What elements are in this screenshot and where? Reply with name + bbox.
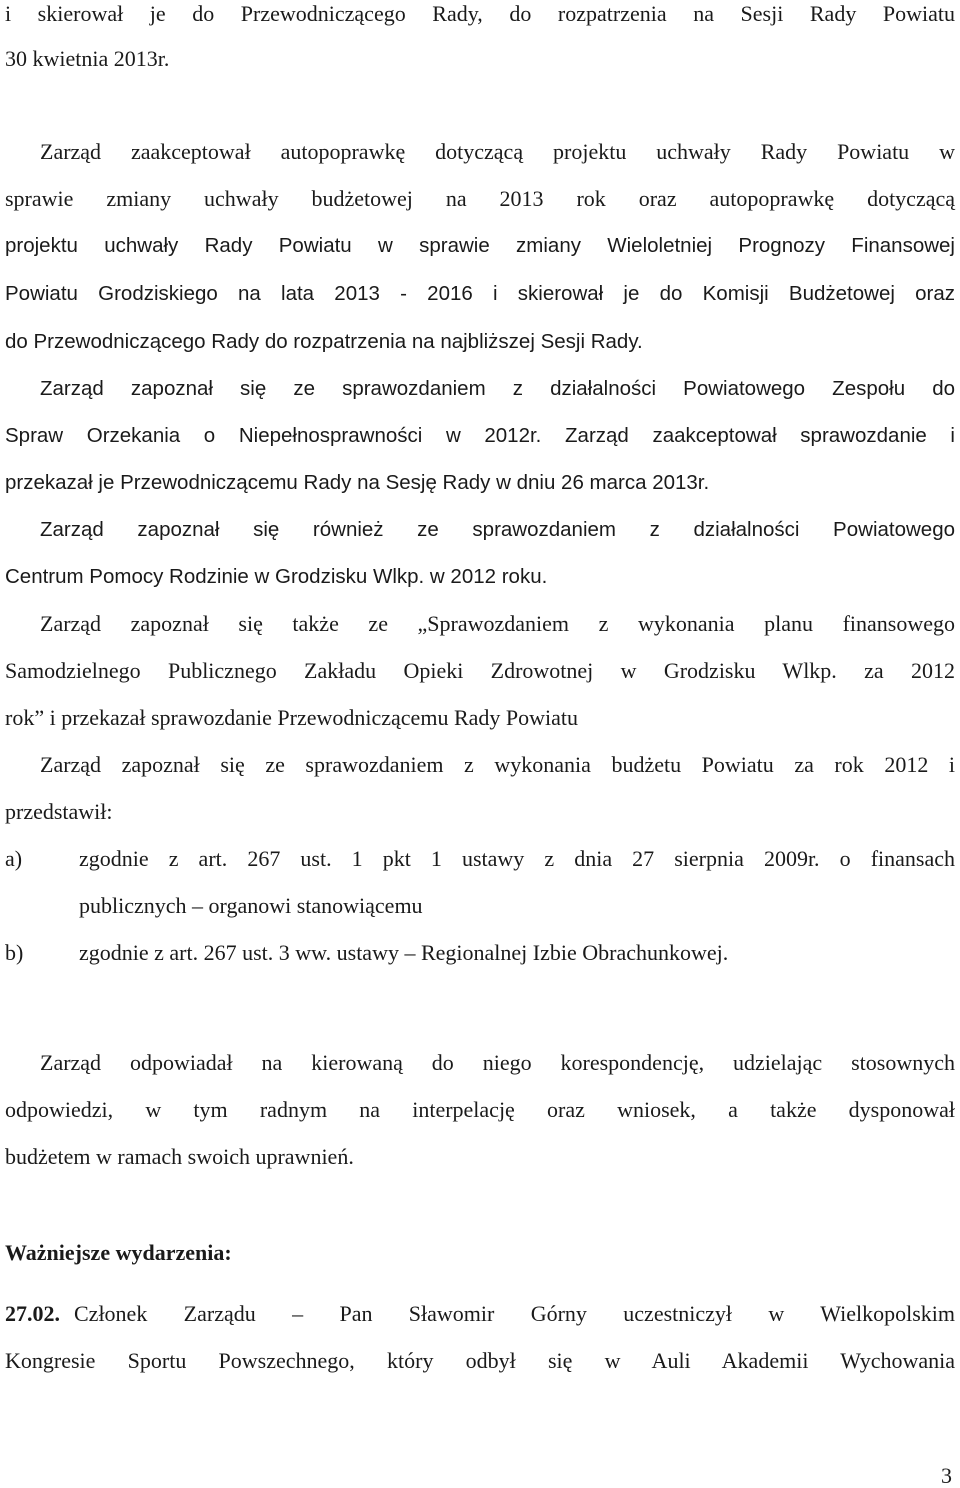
text-line: Zarząd zapoznał się ze sprawozdaniem z wykonania budżetu Powiatu za rok 2012 i	[40, 752, 955, 777]
text-line: odpowiedzi, w tym radnym na interpelację oraz wniosek, a także dysponował	[5, 1097, 955, 1122]
text-line: Zarząd zapoznał się również ze sprawozdaniem z działalności Powiatowego	[40, 518, 955, 541]
text-line: Powiatu Grodziskiego na lata 2013 - 2016 i skierował je do Komisji Budżetowej oraz	[5, 282, 955, 305]
text-line: Zarząd zapoznał się ze sprawozdaniem z działalności Powiatowego Zespołu do	[40, 377, 955, 400]
list-marker: a)	[5, 846, 23, 871]
event-line	[5, 1300, 955, 1328]
event-entry	[5, 1300, 955, 1328]
text-line: sprawie zmiany uchwały budżetowej na 2013 rok oraz autopoprawkę dotyczącą	[5, 186, 955, 211]
text-line: Samodzielnego Publicznego Zakładu Opieki Zdrowotnej w Grodzisku Wlkp. za 2012	[5, 658, 955, 683]
text-line: do Przewodniczącego Rady do rozpatrzenia na najbliższej Sesji Rady.	[5, 330, 643, 353]
text-line: 30 kwietnia 2013r.	[5, 46, 170, 71]
text-line: Zarząd zaakceptował autopoprawkę dotyczącą projektu uchwały Rady Powiatu w	[40, 139, 955, 164]
event-date: 27.02.	[5, 1301, 60, 1326]
text-line: budżetem w ramach swoich uprawnień.	[5, 1144, 354, 1169]
list-marker: b)	[5, 940, 24, 965]
text-line: Spraw Orzekania o Niepełnosprawności w 2012r. Zarząd zaakceptował sprawozdanie i	[5, 424, 955, 447]
list-item-text: zgodnie z art. 267 ust. 1 pkt 1 ustawy z dnia 27 sierpnia 2009r. o finansach	[79, 846, 955, 871]
section-heading: Ważniejsze wydarzenia:	[5, 1240, 232, 1265]
text-line: Zarząd zapoznał się także ze „Sprawozdaniem z wykonania planu finansowego	[40, 611, 955, 636]
list-item-text: publicznych – organowi stanowiącemu	[79, 893, 423, 918]
text-line: przedstawił:	[5, 799, 113, 824]
text-line: i skierował je do Przewodniczącego Rady, do rozpatrzenia na Sesji Rady Powiatu	[5, 1, 955, 26]
text-line: projektu uchwały Rady Powiatu w sprawie zmiany Wieloletniej Prognozy Finansowej	[5, 234, 955, 257]
text-line: przekazał je Przewodniczącemu Rady na Sesję Rady w dniu 26 marca 2013r.	[5, 471, 710, 494]
list-item-text: zgodnie z art. 267 ust. 3 ww. ustawy – Regionalnej Izbie Obrachunkowej.	[79, 940, 729, 965]
text-line: Centrum Pomocy Rodzinie w Grodzisku Wlkp. w 2012 roku.	[5, 565, 548, 588]
event-text: Kongresie Sportu Powszechnego, który odbył się w Auli Akademii Wychowania	[5, 1348, 955, 1373]
event-text: Członek Zarządu – Pan Sławomir Górny uczestniczył w Wielkopolskim	[74, 1301, 955, 1326]
page-number: 3	[941, 1463, 952, 1488]
text-line: Zarząd odpowiadał na kierowaną do niego korespondencję, udzielając stosownych	[40, 1050, 955, 1075]
text-line: rok” i przekazał sprawozdanie Przewodniczącemu Rady Powiatu	[5, 705, 578, 730]
